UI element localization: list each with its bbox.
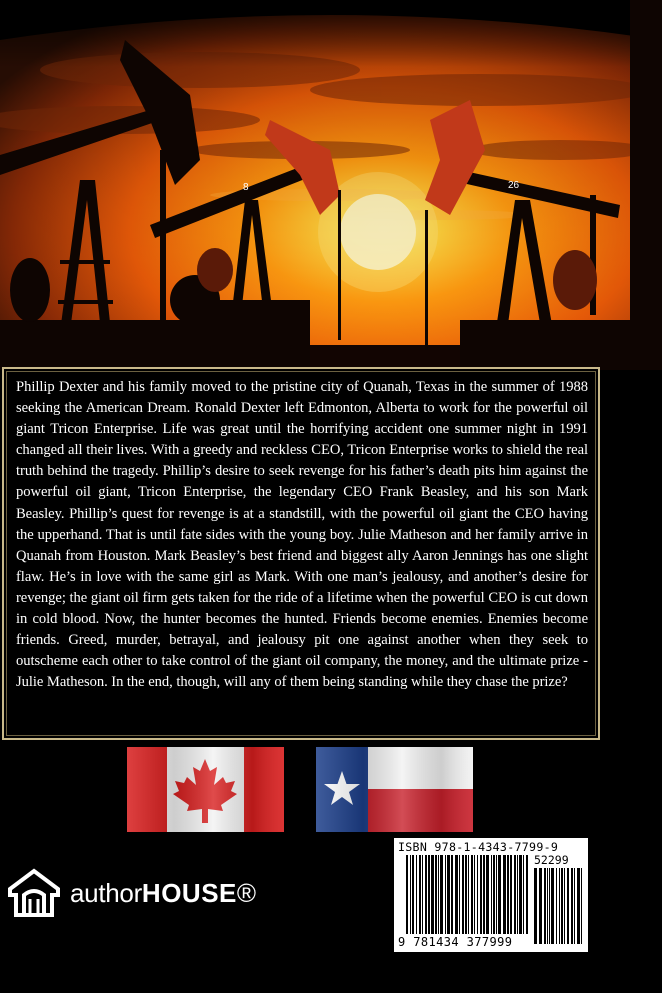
pump-number-right: 26 [508, 180, 520, 191]
isbn-barcode [394, 838, 588, 952]
blurb-text: Phillip Dexter and his family moved to the pristine city of Quanah, Texas in the summer of 1988 seeking the American Dream. Ronald Dexter left Edmonton, Alberta to work for the powerful oil giant Tricon Enterprise. Life was great until the horrifying accident one summer night in 1991 changed all their lives. With a greedy and reckless CEO, Tricon Enterprise works to shield the real truth behind the tragedy. Phillip’s desire to seek revenge for his father’s death pits him against the powerful oil giant, Tricon Enterprise, the legendary CEO Frank Beasley, and his son Mark Beasley. Phillip’s quest for revenge is at a standstill, with the powerful oil giant the CEO having the upperhand. That is until fate sides with the young boy. Julie Matheson and her family arrive in Quanah from Houston. Mark Beasley’s best friend and biggest ally Aaron Jennings has one slight flaw. He’s in love with the same girl as Mark. With one man’s jealousy, and another’s desire for revenge; the giant oil firm gets taken for the ride of a lifetime when the powerful CEO is cut down in cold blood. Now, the hunter becomes the hunted. Friends become enemies. Enemies become friends. Greed, murder, betrayal, and jealousy pit one against another when they seek to outscheme each other to take control of the giant oil company, the money, and the ultimate prize - Julie Matheson. In the end, though, will any of them being standing while they chase the prize? [16, 379, 588, 691]
trademark-symbol: ® [236, 877, 256, 908]
pump-number-left: 8 [243, 182, 249, 193]
publisher-name-prefix: author [70, 877, 142, 908]
barcode-addon: 52299 [534, 853, 569, 867]
isbn-label: ISBN 978-1-4343-7799-9 [398, 840, 559, 854]
authorhouse-logo-icon [6, 867, 62, 919]
oil-pump-sunset-illustration [0, 0, 662, 370]
publisher-name [70, 878, 256, 909]
canada-flag-icon [127, 747, 284, 832]
publisher-logo [6, 867, 256, 919]
texas-flag-icon [316, 747, 473, 832]
publisher-name-suffix: HOUSE [141, 877, 237, 908]
cover-photo-oil-pumps [0, 0, 662, 370]
back-cover-blurb [2, 367, 600, 740]
barcode-digits: 9 781434 377999 [398, 935, 513, 949]
